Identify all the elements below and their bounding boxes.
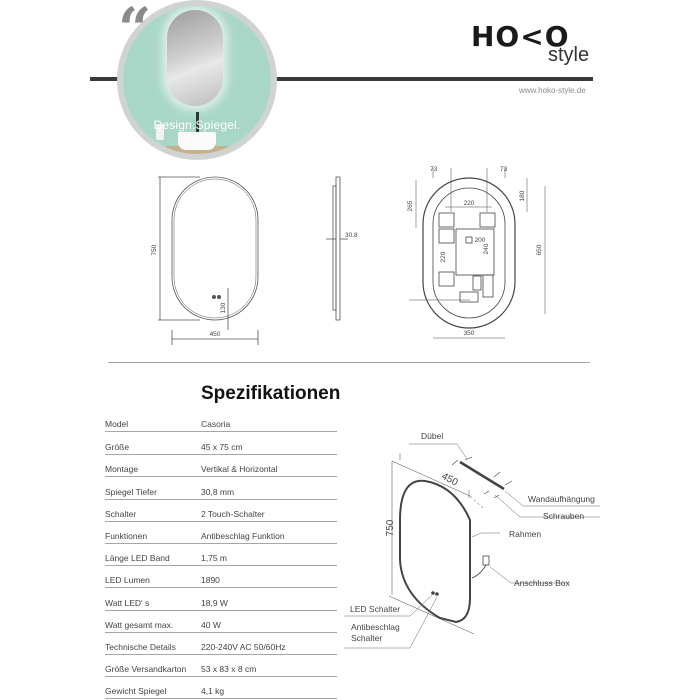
spec-label: LED Lumen xyxy=(105,575,150,585)
spec-value: 1,75 m xyxy=(201,553,227,563)
svg-text:750: 750 xyxy=(151,244,158,256)
svg-text:220: 220 xyxy=(440,251,447,263)
spec-label: Größe xyxy=(105,442,130,452)
front-view xyxy=(158,177,258,345)
label-wandaufhaengung: Wandaufhängung xyxy=(528,494,595,504)
label-antibeschlag: Antibeschlag xyxy=(351,622,400,632)
brand-sub: style xyxy=(548,44,590,66)
svg-text:200: 200 xyxy=(474,237,486,244)
svg-text:130: 130 xyxy=(220,302,227,314)
svg-text:350: 350 xyxy=(463,330,475,337)
svg-text:450: 450 xyxy=(209,331,221,338)
section-divider xyxy=(108,362,590,363)
website-url: www.hoko-style.de xyxy=(519,86,586,95)
rear-view-dims xyxy=(407,166,543,337)
brand-name: HO<O xyxy=(471,20,570,53)
spec-value: Casoria xyxy=(201,419,231,429)
svg-text:450: 450 xyxy=(439,470,460,489)
spec-value: 30,8 mm xyxy=(201,487,235,497)
label-anschluss-box: Anschluss Box xyxy=(514,578,570,588)
label-duebel: Dübel xyxy=(421,431,444,441)
spec-label: Watt LED' s xyxy=(105,598,150,608)
spec-row xyxy=(105,574,337,588)
spec-row xyxy=(105,552,337,566)
spec-value: 40 W xyxy=(201,620,221,630)
spec-value: Antibeschlag Funktion xyxy=(201,531,285,541)
quote-icon: “ xyxy=(118,0,152,63)
spec-label: Spiegel Tiefer xyxy=(105,487,157,497)
side-depth-label: 30.8 xyxy=(345,232,358,239)
spec-value: 220-240V AC 50/60Hz xyxy=(201,642,286,652)
spec-row xyxy=(105,685,337,699)
spec-label: Watt gesamt max. xyxy=(105,620,174,630)
spec-value: 53 x 83 x 8 cm xyxy=(201,664,257,674)
svg-text:73: 73 xyxy=(500,166,508,173)
spec-row xyxy=(105,663,337,677)
spec-label: Montage xyxy=(105,464,139,474)
spec-row xyxy=(105,418,337,432)
spec-row xyxy=(105,508,337,522)
svg-text:265: 265 xyxy=(407,200,414,212)
svg-text:180: 180 xyxy=(519,190,526,202)
spec-row xyxy=(105,463,337,477)
label-rahmen: Rahmen xyxy=(509,529,542,539)
spec-row xyxy=(105,597,337,611)
spec-label: Schalter xyxy=(105,509,137,519)
spec-label: Technische Details xyxy=(105,642,176,652)
spec-value: 1890 xyxy=(201,575,220,585)
spec-row xyxy=(105,641,337,655)
label-antibeschlag-schalter: Schalter xyxy=(351,633,383,643)
side-view xyxy=(326,177,348,320)
spec-value: 45 x 75 cm xyxy=(201,442,243,452)
front-view-dims xyxy=(151,244,227,338)
spec-row xyxy=(105,530,337,544)
spec-label: Funktionen xyxy=(105,531,148,541)
spec-row xyxy=(105,619,337,633)
spec-row xyxy=(105,441,337,455)
svg-text:220: 220 xyxy=(463,200,475,207)
callout-leaders xyxy=(344,444,600,648)
spec-row xyxy=(105,486,337,500)
spec-value: Vertikal & Horizontal xyxy=(201,464,278,474)
spec-label: Model xyxy=(105,419,129,429)
label-schrauben: Schrauben xyxy=(543,511,585,521)
spec-label: Gewicht Spiegel xyxy=(105,686,167,696)
label-led-schalter: LED Schalter xyxy=(350,604,401,614)
spec-value: 18,9 W xyxy=(201,598,228,608)
svg-text:240: 240 xyxy=(483,243,490,255)
spec-label: Länge LED Band xyxy=(105,553,170,563)
spec-label: Größe Versandkarton xyxy=(105,664,187,674)
svg-text:750: 750 xyxy=(385,519,396,537)
svg-text:650: 650 xyxy=(536,244,543,256)
svg-text:73: 73 xyxy=(430,166,438,173)
spec-value: 4,1 kg xyxy=(201,686,225,696)
specs-title: Spezifikationen xyxy=(201,383,341,404)
hero-caption: Design.Spiegel. xyxy=(153,118,241,132)
spec-value: 2 Touch-Schalter xyxy=(201,509,265,519)
